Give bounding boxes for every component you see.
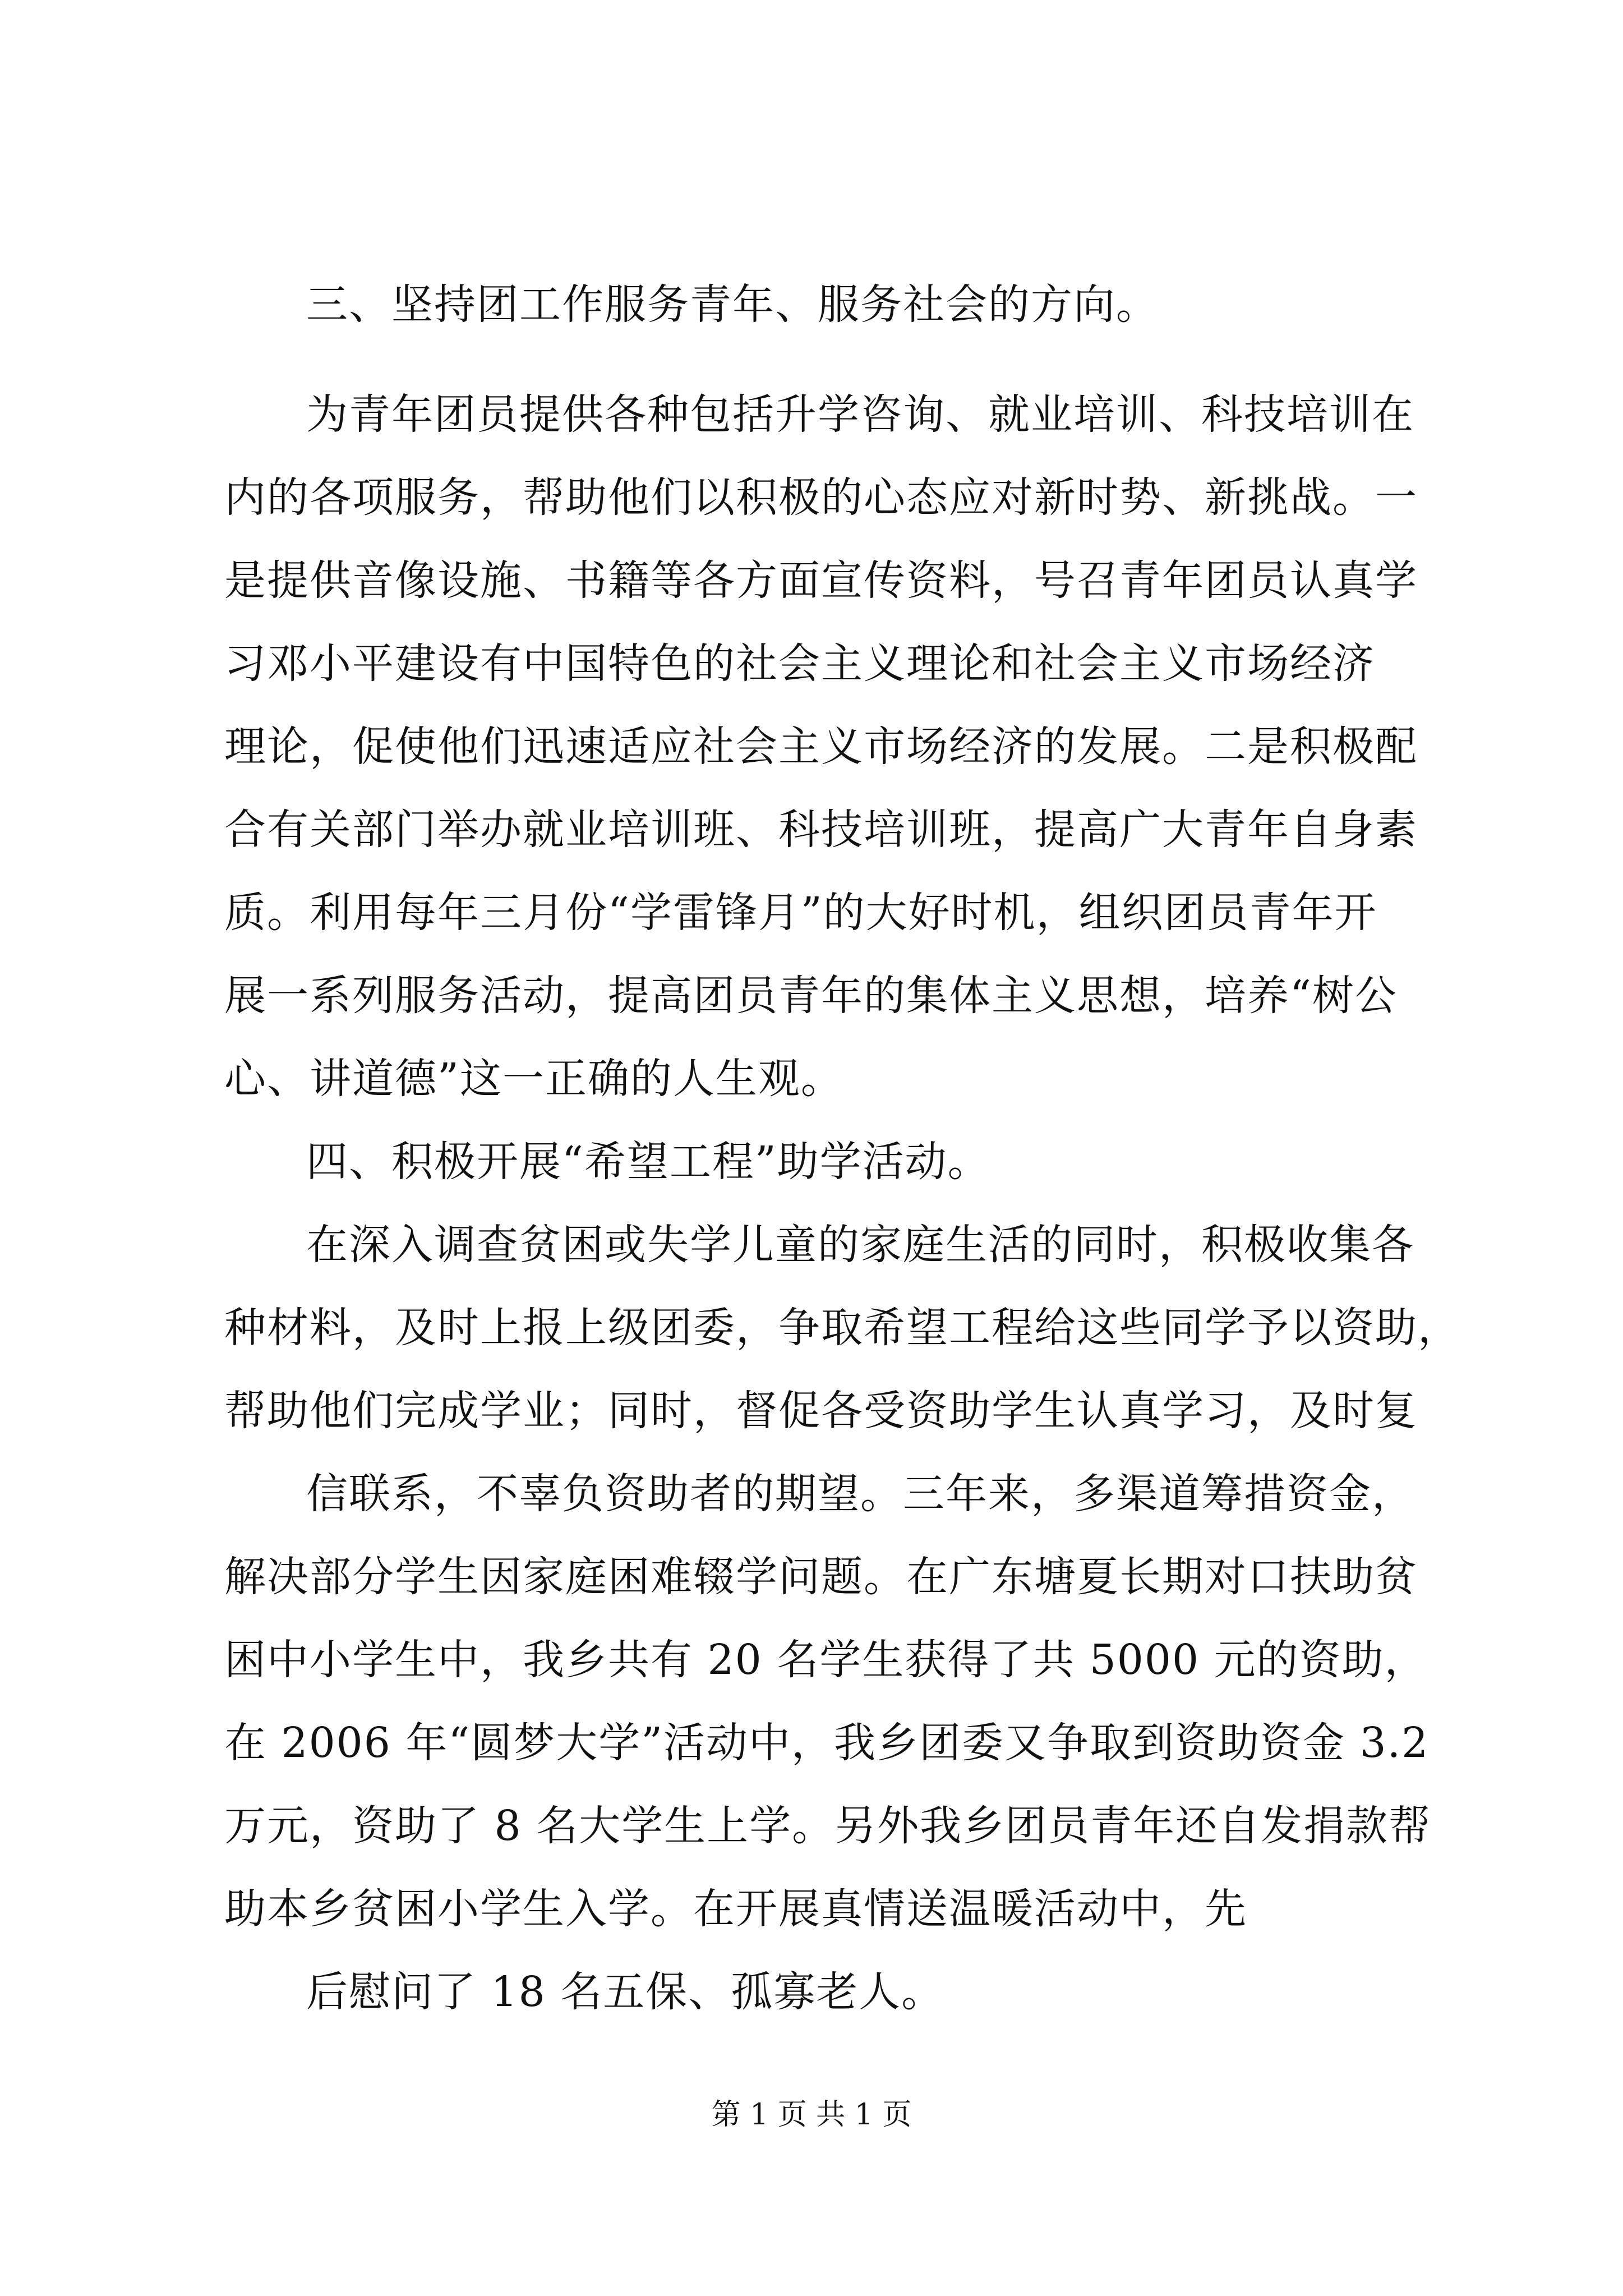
paragraph-line: 心、讲道德”这一正确的人生观。 xyxy=(224,1055,843,1103)
paragraph-line: 解决部分学生因家庭困难辍学问题。在广东塘夏长期对口扶助贫 xyxy=(224,1553,1418,1601)
section-heading-4: 四、积极开展“希望工程”助学活动。 xyxy=(306,1138,990,1186)
paragraph-line: 内的各项服务，帮助他们以积极的心态应对新时势、新挑战。一 xyxy=(224,473,1418,522)
paragraph-line: 在深入调查贫困或失学儿童的家庭生活的同时，积极收集各 xyxy=(306,1221,1414,1269)
paragraph-line: 习邓小平建设有中国特色的社会主义理论和社会主义市场经济 xyxy=(224,639,1375,688)
paragraph-line: 展一系列服务活动，提高团员青年的集体主义思想，培养“树公 xyxy=(224,972,1398,1020)
paragraph-line: 助本乡贫困小学生入学。在开展真情送温暖活动中，先 xyxy=(224,1885,1247,1933)
paragraph-line: 在 2006 年“圆梦大学”活动中，我乡团委又争取到资助资金 3.2 xyxy=(224,1719,1430,1767)
section-heading-3: 三、坚持团工作服务青年、服务社会的方向。 xyxy=(306,280,1159,329)
paragraph-line: 困中小学生中，我乡共有 20 名学生获得了共 5000 元的资助， xyxy=(224,1636,1427,1684)
page-footer: 第 1 页 共 1 页 xyxy=(711,2098,912,2132)
paragraph-line: 种材料，及时上报上级团委，争取希望工程给这些同学予以资助， xyxy=(224,1304,1460,1352)
paragraph-line: 是提供音像设施、书籍等各方面宣传资料，号召青年团员认真学 xyxy=(224,556,1418,605)
paragraph-line: 理论，促使他们迅速适应社会主义市场经济的发展。二是积极配 xyxy=(224,723,1418,771)
paragraph-line: 为青年团员提供各种包括升学咨询、就业培训、科技培训在 xyxy=(306,390,1414,439)
paragraph-line: 帮助他们完成学业；同时，督促各受资助学生认真学习，及时复 xyxy=(224,1387,1418,1435)
paragraph-line: 质。利用每年三月份“学雷锋月”的大好时机，组织团员青年开 xyxy=(224,889,1377,937)
paragraph-line: 万元，资助了 8 名大学生上学。另外我乡团员青年还自发捐款帮 xyxy=(224,1802,1432,1850)
paragraph-line: 信联系，不辜负资助者的期望。三年来，多渠道筹措资金， xyxy=(306,1470,1414,1518)
paragraph-line: 后慰问了 18 名五保、孤寡老人。 xyxy=(306,1968,944,2016)
paragraph-line: 合有关部门举办就业培训班、科技培训班，提高广大青年自身素 xyxy=(224,806,1418,854)
